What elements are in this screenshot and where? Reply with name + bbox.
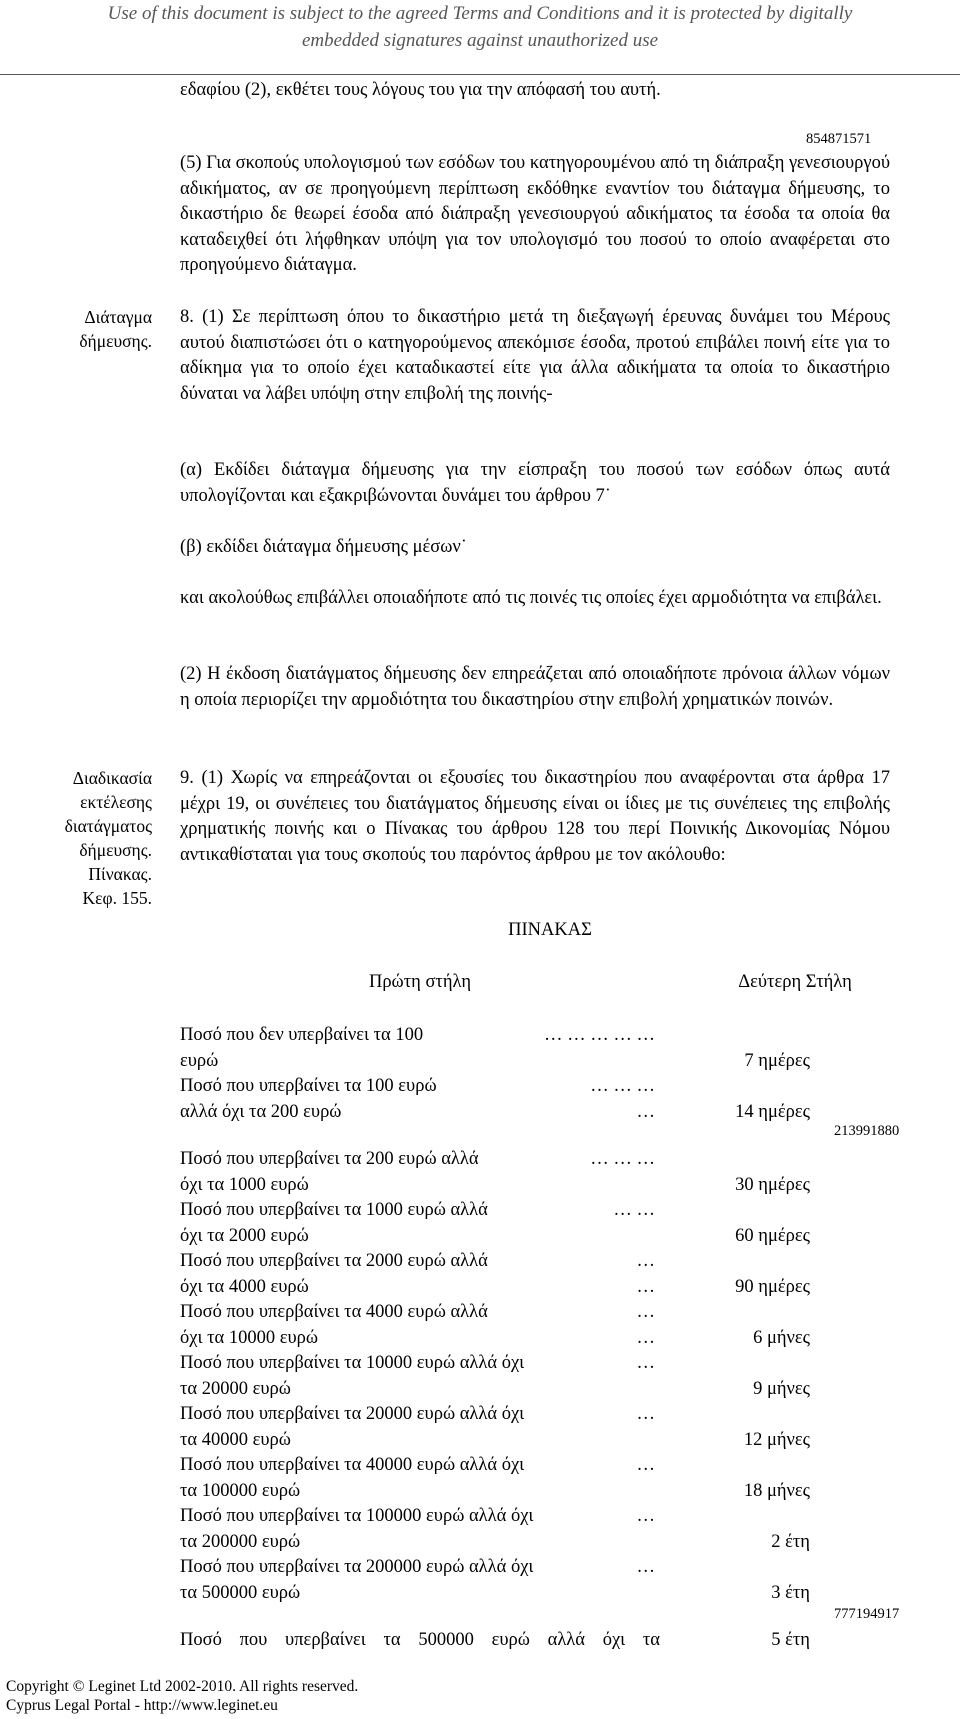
table-row-amount-cont: τα 20000 ευρώ — [180, 1379, 291, 1399]
table-row-amount-cont: τα 40000 ευρώ — [180, 1430, 291, 1450]
table-row-term: 30 ημέρες — [735, 1175, 810, 1195]
table-row-amount-cont: όχι τα 10000 ευρώ — [180, 1328, 319, 1348]
paragraph-closing: και ακολούθως επιβάλλει οποιαδήποτε από τις ποινές τις οποίες έχει αρμοδιότητα να επιβάλει. — [180, 588, 882, 608]
table-row-amount: Ποσό που δεν υπερβαίνει τα 100 — [180, 1025, 424, 1045]
table-row-amount: Ποσό που υπερβαίνει τα 100 ευρώ — [180, 1076, 437, 1096]
table-column-2-header: Δεύτερη Στήλη — [738, 972, 852, 992]
table-row — [180, 1557, 810, 1609]
table-row-amount: Ποσό που υπερβαίνει τα 40000 ευρώ αλλά όχι — [180, 1455, 525, 1475]
table-row-term: 6 μήνες — [753, 1328, 810, 1348]
table-row-term: 2 έτη — [771, 1532, 810, 1552]
margin-note-execution-procedure: Διαδικασία εκτέλεσης διατάγματος δήμευσης. Πίνακας. Κεφ. 155. — [64, 768, 152, 908]
banner-line-1: Use of this document is subject to the agreed Terms and Conditions and it is protected by digitally — [107, 3, 853, 24]
table-row-leader-dots: … — [636, 1328, 655, 1348]
table-row-leader-dots: … — [636, 1251, 655, 1271]
margin-note-confiscation-order: Διάταγμα δήμευσης. — [79, 307, 152, 351]
document-number: 777194917 — [834, 1606, 900, 1622]
paragraph-item-b: (β) εκδίδει διάταγμα δήμευσης μέσων˙ — [180, 537, 467, 557]
table-row-leader-dots: … … … … … — [544, 1025, 655, 1045]
footer-portal: Cyprus Legal Portal - http://www.leginet.eu — [6, 1697, 278, 1714]
footer-copyright: Copyright © Leginet Ltd 2002-2010. All rights reserved. — [6, 1678, 359, 1695]
table-row-amount: Ποσό που υπερβαίνει τα 20000 ευρώ αλλά όχι — [180, 1404, 525, 1424]
table-row-leader-dots: … — [636, 1455, 655, 1475]
table-row — [180, 1404, 810, 1456]
table-row-leader-dots: … — [636, 1506, 655, 1526]
table-row-amount-cont: τα 500000 ευρώ — [180, 1583, 301, 1603]
table-row-leader-dots: … … — [613, 1200, 655, 1220]
table-row-amount-cont: αλλά όχι τα 200 ευρώ — [180, 1102, 342, 1122]
document-number: 854871571 — [806, 131, 872, 147]
table-title: ΠΙΝΑΚΑΣ — [508, 920, 592, 940]
table-row-leader-dots: … … … — [590, 1149, 655, 1169]
table-row-term: 7 ημέρες — [744, 1051, 810, 1071]
table-row — [180, 1630, 810, 1682]
footer — [6, 1677, 358, 1715]
table-row-leader-dots: … — [636, 1102, 655, 1122]
table-row-amount: Ποσό που υπερβαίνει τα 100000 ευρώ αλλά όχι — [180, 1506, 534, 1526]
table-row — [180, 1076, 810, 1128]
table-row-amount: Ποσό που υπερβαίνει τα 4000 ευρώ αλλά — [180, 1302, 488, 1322]
table-row — [180, 1149, 810, 1201]
banner-divider — [0, 74, 960, 75]
paragraph-article-8-2: (2) Η έκδοση διατάγματος δήμευσης δεν επηρεάζεται από οποιαδήποτε πρόνοια άλλων νόμων η οποία περιορίζει την αρμοδιότητα του δικαστηρίου στην επιβολή χρηματικών ποινών. — [180, 664, 890, 710]
table-row-amount: Ποσό που υπερβαίνει τα 10000 ευρώ αλλά όχι — [180, 1353, 525, 1373]
table-row — [180, 1251, 810, 1303]
table-row-leader-dots: … — [636, 1302, 655, 1322]
table-row-amount-cont: τα 200000 ευρώ — [180, 1532, 301, 1552]
table-row-amount-cont: τα 100000 ευρώ — [180, 1481, 301, 1501]
table-row — [180, 1025, 810, 1077]
table-row-amount-cont: όχι τα 4000 ευρώ — [180, 1277, 309, 1297]
table-row-amount: Ποσό που υπερβαίνει τα 1000 ευρώ αλλά — [180, 1200, 488, 1220]
terms-banner — [0, 0, 960, 54]
table-row-leader-dots: … — [636, 1404, 655, 1424]
table-row-leader-dots: … — [636, 1557, 655, 1577]
table-row-leader-dots: … … … — [590, 1076, 655, 1096]
table-row-term: 9 μήνες — [753, 1379, 810, 1399]
table-row — [180, 1200, 810, 1252]
paragraph-article-9-1: 9. (1) Χωρίς να επηρεάζονται οι εξουσίες του δικαστηρίου που αναφέρονται στα άρθρα 17 μέχρι 19, οι συνέπειες του διατάγματος δήμευσης είναι οι ίδιες με τις συνέπειες της επιβολής χρηματικής ποινής και ο Πίνακας του άρθρου 128 του περί Ποινικής Δικονομίας Νόμου αντικαθίσταται για τους σκοπούς του παρόντος άρθρου με τον ακόλουθο: — [180, 768, 890, 865]
table-row-term: 12 μήνες — [743, 1430, 810, 1450]
table-column-1-header: Πρώτη στήλη — [368, 972, 472, 992]
table-row-amount-cont: όχι τα 1000 ευρώ — [180, 1175, 309, 1195]
paragraph-article-8-1: 8. (1) Σε περίπτωση όπου το δικαστήριο μετά τη διεξαγωγή έρευνας δυνάμει του Μέρους αυτού διαπιστώσει ότι ο κατηγορούμενος απεκόμισε έσοδα, προτού επιβάλει ποινή είτε για το αδίκημα για το οποίο έχει καταδικαστεί είτε για άλλα αδικήματα τα οποία το δικαστήριο δύναται να λάβει υπόψη στην επιβολή της ποινής- — [180, 307, 890, 404]
table-row-term: 14 ημέρες — [735, 1102, 810, 1122]
table-row-term: 5 έτη — [771, 1630, 810, 1650]
table-row-leader-dots: … — [636, 1353, 655, 1373]
table-row-term: 90 ημέρες — [735, 1277, 810, 1297]
table-row-amount-cont: όχι τα 2000 ευρώ — [180, 1226, 309, 1246]
table-row-amount: Ποσό που υπερβαίνει τα 500000 ευρώ αλλά όχι τα — [180, 1630, 660, 1650]
banner-line-2: embedded signatures against unauthorized use — [301, 30, 659, 51]
table-row-amount: Ποσό που υπερβαίνει τα 2000 ευρώ αλλά — [180, 1251, 488, 1271]
table-row-amount-cont: ευρώ — [180, 1051, 219, 1071]
paragraph-item-a: (α) Εκδίδει διάταγμα δήμευσης για την είσπραξη του ποσού των εσόδων όπως αυτά υπολογίζονται και εξακριβώνονται δυνάμει του άρθρου 7˙ — [180, 460, 890, 506]
table-row-leader-dots: … — [636, 1277, 655, 1297]
table-row — [180, 1455, 810, 1507]
table-row — [180, 1302, 810, 1354]
paragraph-continuation: εδαφίου (2), εκθέτει τους λόγους του για την απόφασή του αυτή. — [180, 80, 661, 100]
paragraph-subsection-5: (5) Για σκοπούς υπολογισμού των εσόδων του κατηγορουμένου από τη διάπραξη γενεσιουργού αδικήματος, αν σε προηγούμενη περίπτωση εκδόθηκε εναντίον του διάταγμα δήμευσης, το δικαστήριο δε θεωρεί έσοδα από διάπραξη γενεσιουργού αδικήματος τα έσοδα τα οποία θα καταδειχθεί ότι λήφθηκαν υπόψη για τον υπολογισμό του ποσού το οποίο αναφέρεται στο προηγούμενο διάταγμα. — [180, 153, 890, 275]
table-row-term: 3 έτη — [771, 1583, 810, 1603]
table-row — [180, 1506, 810, 1558]
table-row — [180, 1353, 810, 1405]
table-row-amount: Ποσό που υπερβαίνει τα 200 ευρώ αλλά — [180, 1149, 479, 1169]
table-row-term: 60 ημέρες — [735, 1226, 810, 1246]
table-row-amount: Ποσό που υπερβαίνει τα 200000 ευρώ αλλά όχι — [180, 1557, 534, 1577]
table-row-term: 18 μήνες — [743, 1481, 810, 1501]
document-number: 213991880 — [834, 1123, 900, 1139]
